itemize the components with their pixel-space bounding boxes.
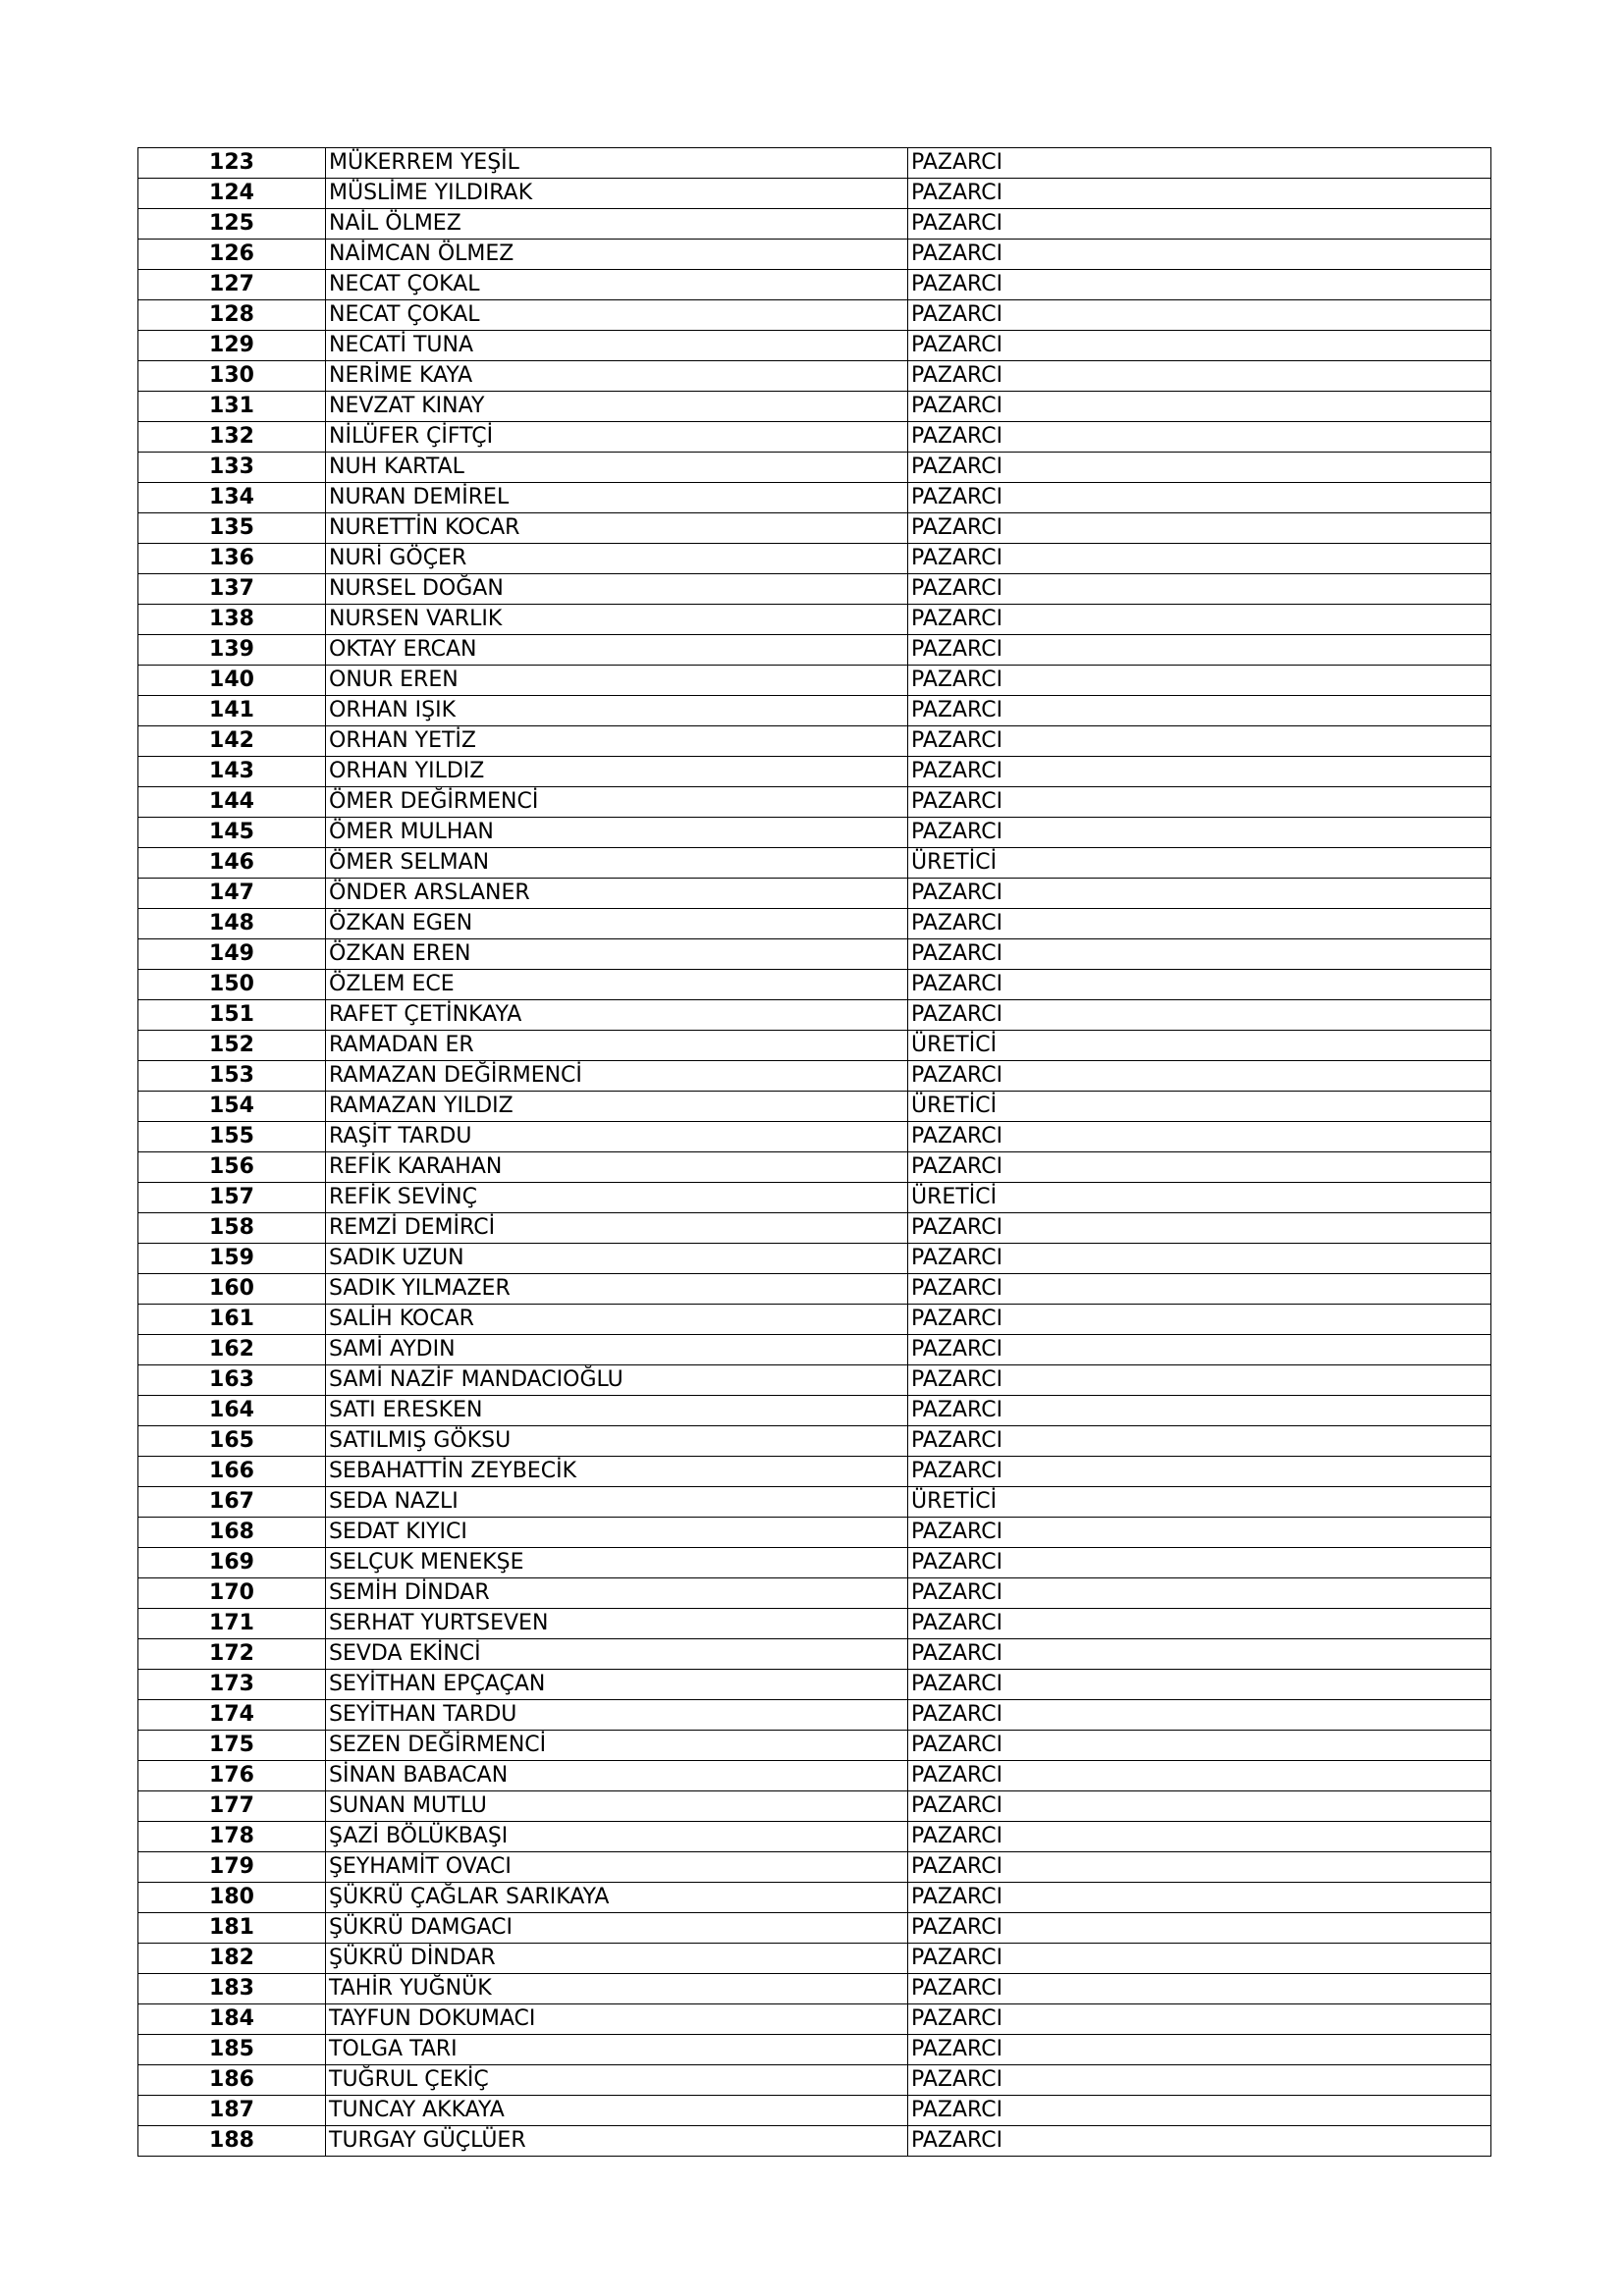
type-cell: PAZARCI [908, 909, 1491, 939]
type-cell: ÜRETİCİ [908, 1031, 1491, 1061]
row-number-cell: 124 [138, 179, 326, 209]
row-number-cell: 151 [138, 1000, 326, 1031]
name-cell: MÜKERREM YEŞİL [326, 148, 908, 179]
row-number-cell: 161 [138, 1305, 326, 1335]
type-cell: PAZARCI [908, 757, 1491, 787]
row-number-cell: 152 [138, 1031, 326, 1061]
row-number-cell: 158 [138, 1213, 326, 1244]
row-number-cell: 169 [138, 1548, 326, 1578]
table-row [138, 635, 1491, 666]
table-row [138, 787, 1491, 818]
row-number-cell: 173 [138, 1670, 326, 1700]
row-number-cell: 162 [138, 1335, 326, 1365]
row-number-cell: 181 [138, 1913, 326, 1944]
type-cell: PAZARCI [908, 605, 1491, 635]
type-cell: PAZARCI [908, 240, 1491, 270]
type-cell: PAZARCI [908, 2035, 1491, 2065]
table-row [138, 513, 1491, 544]
name-cell: NURSEL DOĞAN [326, 574, 908, 605]
name-cell: NİLÜFER ÇİFTÇİ [326, 422, 908, 453]
table-row [138, 1183, 1491, 1213]
name-cell: RAŞİT TARDU [326, 1122, 908, 1152]
name-cell: SEVDA EKİNCİ [326, 1639, 908, 1670]
type-cell: PAZARCI [908, 1609, 1491, 1639]
row-number-cell: 153 [138, 1061, 326, 1092]
name-cell: REMZİ DEMİRCİ [326, 1213, 908, 1244]
type-cell: PAZARCI [908, 1913, 1491, 1944]
name-cell: RAFET ÇETİNKAYA [326, 1000, 908, 1031]
type-cell: PAZARCI [908, 1791, 1491, 1822]
row-number-cell: 135 [138, 513, 326, 544]
vendor-table [137, 147, 1491, 2157]
type-cell: PAZARCI [908, 544, 1491, 574]
row-number-cell: 146 [138, 848, 326, 879]
table-row [138, 209, 1491, 240]
type-cell: PAZARCI [908, 1122, 1491, 1152]
table-row [138, 696, 1491, 726]
row-number-cell: 167 [138, 1487, 326, 1518]
table-row [138, 757, 1491, 787]
name-cell: SADIK UZUN [326, 1244, 908, 1274]
name-cell: ŞAZİ BÖLÜKBAŞI [326, 1822, 908, 1852]
row-number-cell: 187 [138, 2096, 326, 2126]
type-cell: PAZARCI [908, 818, 1491, 848]
name-cell: SEYİTHAN TARDU [326, 1700, 908, 1731]
name-cell: NERİME KAYA [326, 361, 908, 392]
row-number-cell: 139 [138, 635, 326, 666]
row-number-cell: 184 [138, 2004, 326, 2035]
row-number-cell: 130 [138, 361, 326, 392]
row-number-cell: 145 [138, 818, 326, 848]
name-cell: SERHAT YURTSEVEN [326, 1609, 908, 1639]
name-cell: SALİH KOCAR [326, 1305, 908, 1335]
table-row [138, 909, 1491, 939]
name-cell: SEDAT KIYICI [326, 1518, 908, 1548]
row-number-cell: 126 [138, 240, 326, 270]
name-cell: NEVZAT KINAY [326, 392, 908, 422]
type-cell: ÜRETİCİ [908, 848, 1491, 879]
type-cell: PAZARCI [908, 1578, 1491, 1609]
table-row [138, 270, 1491, 300]
type-cell: PAZARCI [908, 1670, 1491, 1700]
type-cell: PAZARCI [908, 1761, 1491, 1791]
name-cell: SATI ERESKEN [326, 1396, 908, 1426]
row-number-cell: 140 [138, 666, 326, 696]
row-number-cell: 177 [138, 1791, 326, 1822]
type-cell: PAZARCI [908, 1396, 1491, 1426]
row-number-cell: 149 [138, 939, 326, 970]
table-row [138, 2096, 1491, 2126]
row-number-cell: 178 [138, 1822, 326, 1852]
row-number-cell: 185 [138, 2035, 326, 2065]
name-cell: REFİK SEVİNÇ [326, 1183, 908, 1213]
table-row [138, 1092, 1491, 1122]
table-row [138, 392, 1491, 422]
row-number-cell: 170 [138, 1578, 326, 1609]
table-row [138, 1000, 1491, 1031]
table-body [138, 148, 1491, 2157]
table-row [138, 1578, 1491, 1609]
name-cell: RAMAZAN DEĞİRMENCİ [326, 1061, 908, 1092]
name-cell: ONUR EREN [326, 666, 908, 696]
name-cell: NURAN DEMİREL [326, 483, 908, 513]
table-row [138, 939, 1491, 970]
table-row [138, 2065, 1491, 2096]
row-number-cell: 136 [138, 544, 326, 574]
name-cell: NAİMCAN ÖLMEZ [326, 240, 908, 270]
type-cell: PAZARCI [908, 422, 1491, 453]
type-cell: PAZARCI [908, 2126, 1491, 2157]
type-cell: PAZARCI [908, 879, 1491, 909]
row-number-cell: 154 [138, 1092, 326, 1122]
type-cell: PAZARCI [908, 1518, 1491, 1548]
table-row [138, 1852, 1491, 1883]
table-row [138, 1944, 1491, 1974]
type-cell: PAZARCI [908, 2096, 1491, 2126]
name-cell: MÜSLİME YILDIRAK [326, 179, 908, 209]
name-cell: SEBAHATTİN ZEYBECİK [326, 1457, 908, 1487]
type-cell: PAZARCI [908, 392, 1491, 422]
row-number-cell: 123 [138, 148, 326, 179]
row-number-cell: 179 [138, 1852, 326, 1883]
table-row [138, 1244, 1491, 1274]
row-number-cell: 131 [138, 392, 326, 422]
table-row [138, 331, 1491, 361]
type-cell: PAZARCI [908, 1731, 1491, 1761]
type-cell: PAZARCI [908, 270, 1491, 300]
table-row [138, 2126, 1491, 2157]
row-number-cell: 142 [138, 726, 326, 757]
table-row [138, 605, 1491, 635]
table-row [138, 666, 1491, 696]
name-cell: ÖMER SELMAN [326, 848, 908, 879]
name-cell: NUH KARTAL [326, 453, 908, 483]
row-number-cell: 159 [138, 1244, 326, 1274]
name-cell: SAMİ NAZİF MANDACIOĞLU [326, 1365, 908, 1396]
name-cell: ŞÜKRÜ DİNDAR [326, 1944, 908, 1974]
name-cell: SAMİ AYDIN [326, 1335, 908, 1365]
table-row [138, 1639, 1491, 1670]
name-cell: RAMAZAN YILDIZ [326, 1092, 908, 1122]
row-number-cell: 144 [138, 787, 326, 818]
table-row [138, 1365, 1491, 1396]
table-row [138, 1791, 1491, 1822]
table-row [138, 1274, 1491, 1305]
type-cell: PAZARCI [908, 2065, 1491, 2096]
type-cell: PAZARCI [908, 666, 1491, 696]
row-number-cell: 129 [138, 331, 326, 361]
table-row [138, 574, 1491, 605]
table-row [138, 1457, 1491, 1487]
row-number-cell: 180 [138, 1883, 326, 1913]
table-row [138, 970, 1491, 1000]
name-cell: NECAT ÇOKAL [326, 270, 908, 300]
table-row [138, 148, 1491, 179]
table-row [138, 1396, 1491, 1426]
type-cell: PAZARCI [908, 1974, 1491, 2004]
row-number-cell: 168 [138, 1518, 326, 1548]
row-number-cell: 125 [138, 209, 326, 240]
row-number-cell: 163 [138, 1365, 326, 1396]
name-cell: ORHAN IŞIK [326, 696, 908, 726]
type-cell: PAZARCI [908, 1852, 1491, 1883]
type-cell: PAZARCI [908, 635, 1491, 666]
table-row [138, 300, 1491, 331]
table-row [138, 879, 1491, 909]
name-cell: ÖZLEM ECE [326, 970, 908, 1000]
name-cell: NECAT ÇOKAL [326, 300, 908, 331]
row-number-cell: 155 [138, 1122, 326, 1152]
row-number-cell: 156 [138, 1152, 326, 1183]
name-cell: NAİL ÖLMEZ [326, 209, 908, 240]
row-number-cell: 138 [138, 605, 326, 635]
name-cell: NURSEN VARLIK [326, 605, 908, 635]
name-cell: RAMADAN ER [326, 1031, 908, 1061]
name-cell: TAYFUN DOKUMACI [326, 2004, 908, 2035]
type-cell: ÜRETİCİ [908, 1487, 1491, 1518]
row-number-cell: 176 [138, 1761, 326, 1791]
row-number-cell: 128 [138, 300, 326, 331]
name-cell: ÖNDER ARSLANER [326, 879, 908, 909]
table-row [138, 1700, 1491, 1731]
row-number-cell: 165 [138, 1426, 326, 1457]
table-row [138, 726, 1491, 757]
name-cell: OKTAY ERCAN [326, 635, 908, 666]
type-cell: PAZARCI [908, 574, 1491, 605]
name-cell: TURGAY GÜÇLÜER [326, 2126, 908, 2157]
type-cell: PAZARCI [908, 1335, 1491, 1365]
type-cell: PAZARCI [908, 2004, 1491, 2035]
type-cell: PAZARCI [908, 453, 1491, 483]
name-cell: SUNAN MUTLU [326, 1791, 908, 1822]
type-cell: PAZARCI [908, 1457, 1491, 1487]
name-cell: REFİK KARAHAN [326, 1152, 908, 1183]
table-row [138, 818, 1491, 848]
type-cell: PAZARCI [908, 1639, 1491, 1670]
type-cell: PAZARCI [908, 1426, 1491, 1457]
type-cell: ÜRETİCİ [908, 1183, 1491, 1213]
type-cell: PAZARCI [908, 1944, 1491, 1974]
type-cell: PAZARCI [908, 939, 1491, 970]
type-cell: PAZARCI [908, 148, 1491, 179]
name-cell: NURİ GÖÇER [326, 544, 908, 574]
row-number-cell: 133 [138, 453, 326, 483]
table-row [138, 179, 1491, 209]
table-row [138, 1213, 1491, 1244]
table-row [138, 1031, 1491, 1061]
row-number-cell: 141 [138, 696, 326, 726]
type-cell: PAZARCI [908, 1152, 1491, 1183]
name-cell: NURETTİN KOCAR [326, 513, 908, 544]
row-number-cell: 143 [138, 757, 326, 787]
row-number-cell: 183 [138, 1974, 326, 2004]
type-cell: PAZARCI [908, 726, 1491, 757]
table-row [138, 1731, 1491, 1761]
table-row [138, 1061, 1491, 1092]
table-row [138, 2004, 1491, 2035]
type-cell: PAZARCI [908, 331, 1491, 361]
type-cell: PAZARCI [908, 1305, 1491, 1335]
name-cell: ÖMER MULHAN [326, 818, 908, 848]
name-cell: SEZEN DEĞİRMENCİ [326, 1731, 908, 1761]
row-number-cell: 174 [138, 1700, 326, 1731]
row-number-cell: 148 [138, 909, 326, 939]
type-cell: PAZARCI [908, 1548, 1491, 1578]
type-cell: PAZARCI [908, 1244, 1491, 1274]
type-cell: PAZARCI [908, 1822, 1491, 1852]
name-cell: TUĞRUL ÇEKİÇ [326, 2065, 908, 2096]
table-row [138, 483, 1491, 513]
row-number-cell: 127 [138, 270, 326, 300]
table-row [138, 361, 1491, 392]
type-cell: PAZARCI [908, 179, 1491, 209]
table-row [138, 848, 1491, 879]
type-cell: PAZARCI [908, 300, 1491, 331]
name-cell: ŞÜKRÜ DAMGACI [326, 1913, 908, 1944]
table-row [138, 1548, 1491, 1578]
type-cell: PAZARCI [908, 1274, 1491, 1305]
row-number-cell: 171 [138, 1609, 326, 1639]
name-cell: ŞEYHAMİT OVACI [326, 1852, 908, 1883]
name-cell: TOLGA TARI [326, 2035, 908, 2065]
table-row [138, 2035, 1491, 2065]
type-cell: ÜRETİCİ [908, 1092, 1491, 1122]
table-row [138, 1761, 1491, 1791]
table-row [138, 1335, 1491, 1365]
type-cell: PAZARCI [908, 1213, 1491, 1244]
table-row [138, 1122, 1491, 1152]
table-row [138, 453, 1491, 483]
name-cell: SATILMIŞ GÖKSU [326, 1426, 908, 1457]
table-row [138, 1883, 1491, 1913]
type-cell: PAZARCI [908, 361, 1491, 392]
name-cell: SİNAN BABACAN [326, 1761, 908, 1791]
name-cell: TAHİR YUĞNÜK [326, 1974, 908, 2004]
row-number-cell: 186 [138, 2065, 326, 2096]
row-number-cell: 172 [138, 1639, 326, 1670]
type-cell: PAZARCI [908, 970, 1491, 1000]
table-row [138, 1152, 1491, 1183]
type-cell: PAZARCI [908, 1700, 1491, 1731]
type-cell: PAZARCI [908, 483, 1491, 513]
type-cell: PAZARCI [908, 1000, 1491, 1031]
table-row [138, 1305, 1491, 1335]
name-cell: ORHAN YETİZ [326, 726, 908, 757]
name-cell: SEMİH DİNDAR [326, 1578, 908, 1609]
name-cell: SELÇUK MENEKŞE [326, 1548, 908, 1578]
type-cell: PAZARCI [908, 696, 1491, 726]
row-number-cell: 134 [138, 483, 326, 513]
name-cell: SADIK YILMAZER [326, 1274, 908, 1305]
type-cell: PAZARCI [908, 1061, 1491, 1092]
row-number-cell: 164 [138, 1396, 326, 1426]
name-cell: TUNCAY AKKAYA [326, 2096, 908, 2126]
type-cell: PAZARCI [908, 1365, 1491, 1396]
type-cell: PAZARCI [908, 787, 1491, 818]
row-number-cell: 137 [138, 574, 326, 605]
row-number-cell: 182 [138, 1944, 326, 1974]
name-cell: NECATİ TUNA [326, 331, 908, 361]
row-number-cell: 188 [138, 2126, 326, 2157]
table-row [138, 1426, 1491, 1457]
table-row [138, 544, 1491, 574]
type-cell: PAZARCI [908, 209, 1491, 240]
type-cell: PAZARCI [908, 1883, 1491, 1913]
table-row [138, 1822, 1491, 1852]
table-row [138, 240, 1491, 270]
row-number-cell: 157 [138, 1183, 326, 1213]
name-cell: SEYİTHAN EPÇAÇAN [326, 1670, 908, 1700]
name-cell: ÖMER DEĞİRMENCİ [326, 787, 908, 818]
table-row [138, 1974, 1491, 2004]
name-cell: ÖZKAN EGEN [326, 909, 908, 939]
row-number-cell: 147 [138, 879, 326, 909]
table-row [138, 1670, 1491, 1700]
table-row [138, 1487, 1491, 1518]
type-cell: PAZARCI [908, 513, 1491, 544]
row-number-cell: 166 [138, 1457, 326, 1487]
name-cell: ŞÜKRÜ ÇAĞLAR SARIKAYA [326, 1883, 908, 1913]
row-number-cell: 175 [138, 1731, 326, 1761]
row-number-cell: 150 [138, 970, 326, 1000]
name-cell: ORHAN YILDIZ [326, 757, 908, 787]
table-row [138, 1913, 1491, 1944]
table-row [138, 422, 1491, 453]
row-number-cell: 132 [138, 422, 326, 453]
row-number-cell: 160 [138, 1274, 326, 1305]
name-cell: SEDA NAZLI [326, 1487, 908, 1518]
table-row [138, 1518, 1491, 1548]
table-row [138, 1609, 1491, 1639]
name-cell: ÖZKAN EREN [326, 939, 908, 970]
